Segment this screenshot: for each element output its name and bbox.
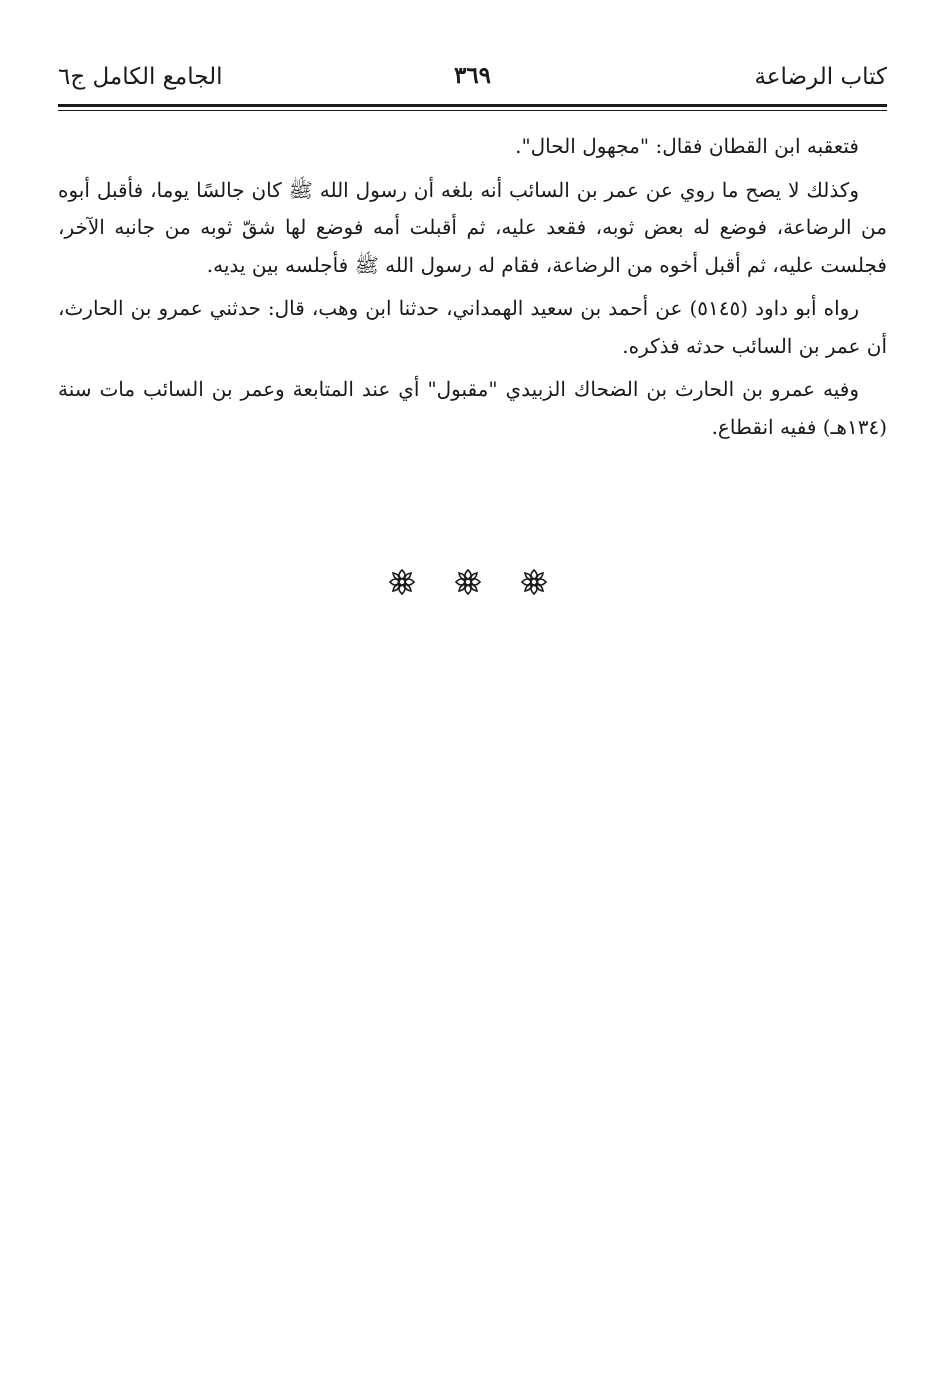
flower-ornament-icon: [520, 568, 548, 596]
book-title: الجامع الكامل ج٦: [58, 64, 223, 90]
chapter-title: كتاب الرضاعة: [754, 64, 887, 90]
header-rule-thick: [58, 104, 887, 107]
body-text: [58, 128, 887, 452]
flower-ornament-icon: [388, 568, 416, 596]
flower-ornament-icon: [454, 568, 482, 596]
running-header: [58, 58, 887, 98]
section-end-ornaments: [0, 568, 935, 608]
paragraph: رواه أبو داود (٥١٤٥) عن أحمد بن سعيد الهمداني، حدثنا ابن وهب، قال: حدثني عمرو بن الحارث، أن عمر بن السائب حدثه فذكره.: [58, 296, 887, 358]
paragraph: وكذلك لا يصح ما روي عن عمر بن السائب أنه بلغه أن رسول الله ﷺ كان جالسًا يوما، فأقبل أبوه من الرضاعة، فوضع له بعض ثوبه، فقعد عليه، ثم أقبلت أمه فوضع لها شقّ ثوبه من جانبه الآخر، فجلست عليه، ثم أقبل أخوه من الرضاعة، فقام له رسول الله ﷺ فأجلسه بين يديه.: [58, 177, 887, 277]
page-number: ٣٦٩: [453, 62, 492, 89]
paragraph: فتعقبه ابن القطان فقال: "مجهول الحال".: [515, 134, 859, 158]
header-rule-thin: [58, 110, 887, 111]
paragraph: وفيه عمرو بن الحارث بن الضحاك الزبيدي "مقبول" أي عند المتابعة وعمر بن السائب مات سنة (١٣٤هـ) ففيه انقطاع.: [58, 377, 887, 439]
